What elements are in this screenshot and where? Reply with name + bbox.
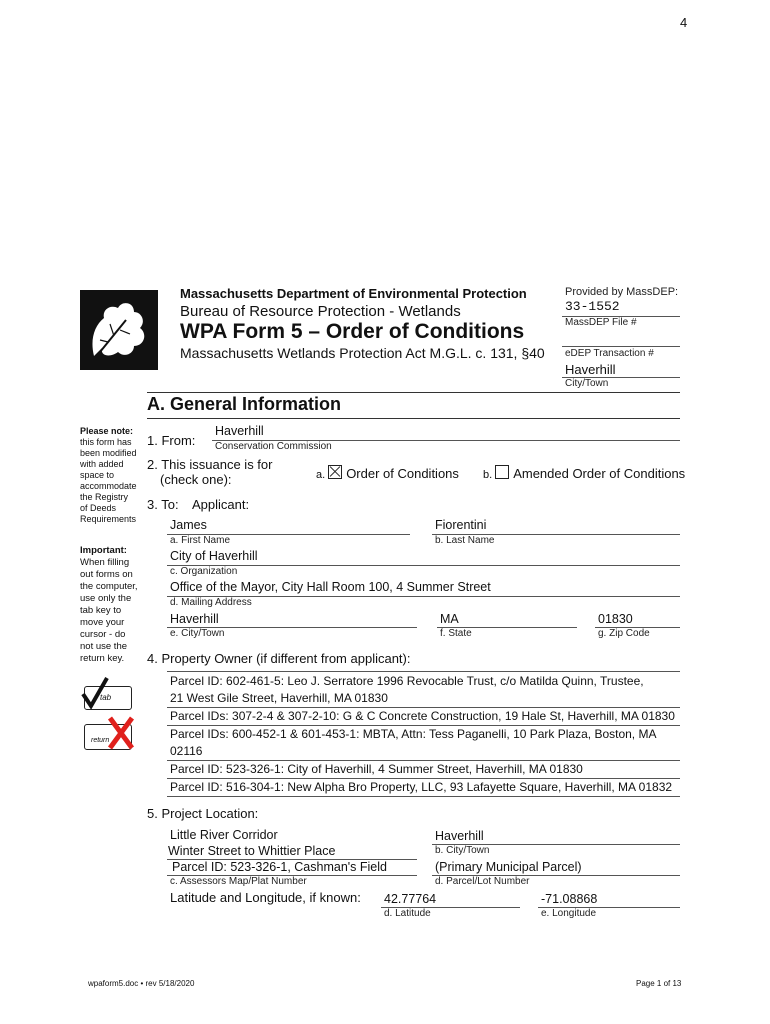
return-key-label: return (91, 737, 110, 744)
issuance-label-1: 2. This issuance is for (147, 457, 273, 472)
provided-city[interactable]: Haverhill (565, 362, 616, 377)
option-b-label: Amended Order of Conditions (513, 466, 686, 481)
longitude-label: e. Longitude (541, 908, 597, 919)
from-label: 1. From: (147, 433, 196, 448)
owner-line: Parcel IDs: 307-2-4 & 307-2-10: G & C Concrete Construction, 19 Hale St, Haverhill, MA 01830 (167, 708, 680, 726)
latitude-label: d. Latitude (384, 908, 431, 919)
footer-page: Page 1 of 13 (636, 979, 682, 988)
owner-line: Parcel ID: 602-461-5: Leo J. Serratore 1996 Revocable Trust, c/o Matilda Quinn, Trustee, (170, 674, 644, 688)
owner-line: Parcel IDs: 600-452-1 & 601-453-1: MBTA, Attn: Tess Paganelli, 10 Park Plaza, Boston, MA (170, 727, 657, 741)
page-number: 4 (680, 15, 688, 30)
latlon-label: Latitude and Longitude, if known: (170, 890, 361, 905)
option-amended-order[interactable] (483, 465, 685, 481)
section-title: A. General Information (147, 394, 342, 414)
issuance-label-2: (check one): (160, 472, 232, 487)
from-sublabel: Conservation Commission (215, 441, 332, 452)
bureau-name: Bureau of Resource Protection - Wetlands (180, 303, 461, 320)
checkbox-unchecked[interactable] (495, 465, 509, 479)
parcel-lot-label: d. Parcel/Lot Number (435, 876, 530, 887)
important-title: Important: (80, 545, 127, 556)
street-line-2[interactable]: Winter Street to Whittier Place (168, 844, 336, 858)
note-text: this form has been modified with added space to accommodate the Registry of Deeds Requirements (80, 437, 137, 524)
oak-leaf-icon (80, 290, 158, 370)
owner-line: 02116 (167, 743, 680, 761)
street-line-1[interactable]: Little River Corridor (170, 828, 278, 842)
latitude-value[interactable]: 42.77764 (384, 892, 437, 906)
parcel-lot-value[interactable]: (Primary Municipal Parcel) (435, 860, 582, 874)
first-name-value[interactable]: James (170, 518, 207, 532)
zip-label: g. Zip Code (598, 628, 650, 639)
owner-line: Parcel ID: 523-326-1: City of Haverhill, 4 Summer Street, Haverhill, MA 01830 (167, 761, 680, 779)
applicant-label: Applicant: (192, 497, 250, 512)
option-a-label: Order of Conditions (346, 466, 459, 481)
massdep-file-number[interactable]: 33-1552 (565, 299, 620, 314)
owner-lines[interactable] (167, 673, 680, 797)
owner-label: 4. Property Owner (if different from applicant): (147, 651, 411, 666)
option-a-prefix: a. (316, 469, 326, 481)
red-x-icon (106, 714, 136, 752)
longitude-value[interactable]: -71.08868 (541, 892, 598, 906)
organization-label: c. Organization (170, 566, 238, 577)
from-value[interactable]: Haverhill (215, 424, 264, 438)
to-label: 3. To: (147, 497, 179, 512)
owner-line: Parcel ID: 516-304-1: New Alpha Bro Property, LLC, 93 Lafayette Square, Haverhill, MA 01832 (167, 779, 680, 797)
act-reference: Massachusetts Wetlands Protection Act M.G.L. c. 131, §40 (180, 345, 545, 361)
city-label: e. City/Town (170, 628, 225, 639)
check-mark-icon (80, 676, 110, 710)
department-name: Massachusetts Department of Environmental Protection (180, 286, 527, 301)
tab-key-label: tab (100, 693, 112, 702)
last-name-value[interactable]: Fiorentini (435, 518, 487, 532)
mailing-address-label: d. Mailing Address (170, 597, 252, 608)
location-city-value[interactable]: Haverhill (435, 829, 484, 843)
option-b-prefix: b. (483, 469, 493, 481)
mailing-address-value[interactable]: Office of the Mayor, City Hall Room 100, 4 Summer Street (170, 580, 491, 594)
owner-line: 21 West Gile Street, Haverhill, MA 01830 (167, 690, 680, 708)
provided-label: Provided by MassDEP: (565, 286, 679, 298)
city-value[interactable]: Haverhill (170, 612, 219, 626)
first-name-label: a. First Name (170, 535, 231, 546)
location-city-label: b. City/Town (435, 845, 490, 856)
form-title: WPA Form 5 – Order of Conditions (180, 320, 525, 343)
assessors-map-label: c. Assessors Map/Plat Number (170, 876, 307, 887)
state-value[interactable]: MA (440, 612, 459, 626)
location-label: 5. Project Location: (147, 806, 259, 821)
assessors-map-value[interactable]: Parcel ID: 523-326-1, Cashman's Field (172, 860, 387, 874)
note-title: Please note: (80, 426, 134, 436)
important-text: When filling out forms on the computer, use only the tab key to move your cursor - do not use the return key. (80, 557, 138, 664)
state-label: f. State (440, 628, 472, 639)
massdep-logo (80, 290, 158, 370)
option-order-of-conditions[interactable] (316, 465, 459, 481)
zip-value[interactable]: 01830 (598, 612, 633, 626)
checkbox-checked[interactable] (328, 465, 342, 479)
provided-city-label: City/Town (565, 378, 609, 389)
last-name-label: b. Last Name (435, 535, 495, 546)
massdep-file-label: MassDEP File # (565, 317, 637, 328)
organization-value[interactable]: City of Haverhill (170, 549, 258, 563)
footer-doc: wpaform5.doc • rev 5/18/2020 (88, 979, 195, 988)
edep-transaction-label: eDEP Transaction # (565, 348, 654, 359)
